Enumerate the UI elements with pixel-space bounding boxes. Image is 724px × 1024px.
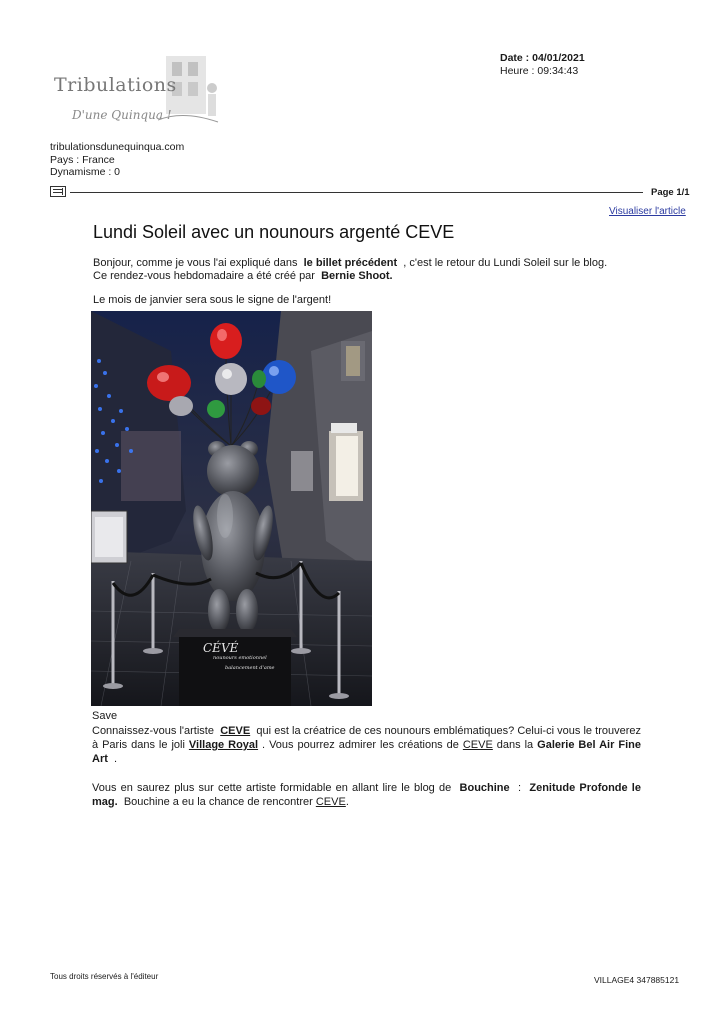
artist-text-4: dans la xyxy=(496,739,534,751)
bernie-shoot-link[interactable]: Bernie Shoot. xyxy=(321,270,393,282)
logo-title: Tribulations xyxy=(54,74,177,96)
dynamism: Dynamisme : 0 xyxy=(50,166,121,178)
artist-text-2: qui est la créatrice de ces nounours emblématiques? Celui-ci vous le trouverez à Paris dans le joli xyxy=(92,725,641,751)
blog-text-3: Bouchine a eu la chance de rencontrer xyxy=(123,796,313,808)
article-icon xyxy=(50,186,66,197)
save-caption: Save xyxy=(92,710,118,722)
article-title: Lundi Soleil avec un nounours argenté CEVE xyxy=(93,222,455,242)
date-label: Date : xyxy=(500,52,530,64)
source-meta xyxy=(50,141,184,179)
site-url: tribulationsdunequinqua.com xyxy=(50,141,185,153)
country: Pays : France xyxy=(50,153,115,166)
blog-text-2: : xyxy=(517,782,522,794)
ceve-link-3[interactable]: CEVE xyxy=(315,796,346,808)
gallery-link[interactable]: Galerie Bel Air Fine Art xyxy=(92,739,641,765)
bouchine-link[interactable]: Bouchine xyxy=(459,782,510,794)
january-paragraph: Le mois de janvier sera sous le signe de l'argent! xyxy=(93,294,332,306)
zenitude-link[interactable]: Zenitude Profonde le mag. xyxy=(92,782,641,808)
logo-subtitle: D'une Quinqua ! xyxy=(72,108,172,122)
page-number: Page 1/1 xyxy=(651,187,690,198)
intro-text-3: Ce rendez-vous hebdomadaire a été créé par xyxy=(93,270,315,282)
previous-post-link[interactable]: le billet précédent xyxy=(303,257,398,269)
view-article-link[interactable]: Visualiser l'article xyxy=(609,206,686,217)
artist-text-5: . xyxy=(114,753,118,765)
blog-text-1: Vous en saurez plus sur cette artiste formidable en allant lire le blog de xyxy=(92,782,452,794)
teddy-bear-photo xyxy=(91,311,372,706)
time-value: 09:34:43 xyxy=(537,65,579,77)
intro-paragraph xyxy=(93,257,645,283)
copyright-notice: Tous droits réservés à l'éditeur xyxy=(50,972,159,981)
artist-text-3: . Vous pourrez admirer les créations de xyxy=(262,739,459,751)
intro-text-2: , c'est le retour du Lundi Soleil sur le blog. xyxy=(403,257,608,269)
header-divider xyxy=(70,192,643,193)
blog-text-4: . xyxy=(345,796,349,808)
village-royal-link[interactable]: Village Royal xyxy=(188,739,259,751)
artist-paragraph xyxy=(92,724,641,766)
time-label: Heure : xyxy=(500,65,535,77)
date-block xyxy=(500,52,585,78)
sign-line-2: balancement d'ame xyxy=(225,665,275,671)
date-value: 04/01/2021 xyxy=(532,52,585,64)
sign-line-1: nounours emotionnel xyxy=(213,655,267,661)
artist-text-1: Connaissez-vous l'artiste xyxy=(92,725,214,737)
ceve-link-2[interactable]: CEVE xyxy=(462,739,493,751)
ceve-link[interactable]: CEVE xyxy=(220,725,251,737)
blog-paragraph xyxy=(92,781,641,809)
sign-name: CÉVÉ xyxy=(203,641,239,655)
site-logo xyxy=(48,50,228,136)
document-reference: VILLAGE4 347885121 xyxy=(594,975,680,985)
pedestal-sign xyxy=(203,641,293,701)
intro-text-1: Bonjour, comme je vous l'ai expliqué dans xyxy=(93,257,298,269)
